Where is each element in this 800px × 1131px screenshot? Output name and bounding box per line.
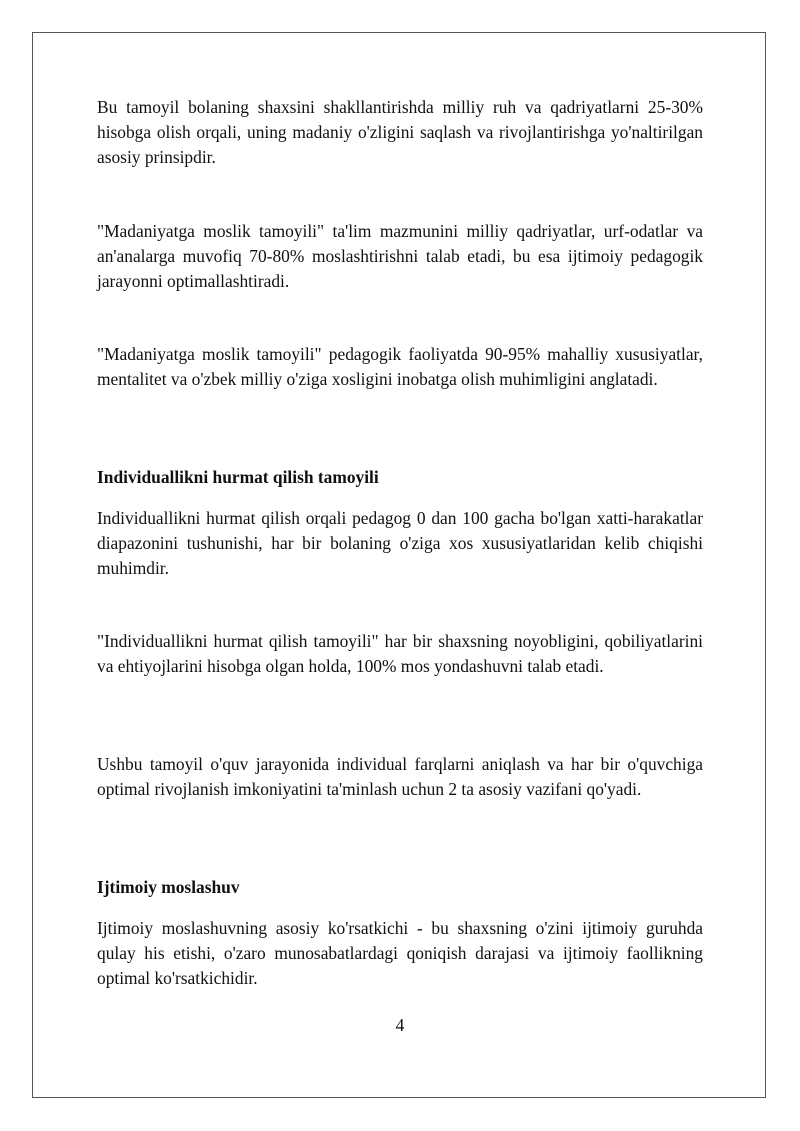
paragraph-6: Ushbu tamoyil o'quv jarayonida individual farqlarni aniqlash va har bir o'quvchiga optimal rivojlanish imkoniyatini ta'minlash uchun 2 ta asosiy vazifani qo'yadi. <box>97 754 703 799</box>
section-heading-individuality: Individuallikni hurmat qilish tamoyili <box>97 467 379 487</box>
paragraph-5: "Individuallikni hurmat qilish tamoyili" har bir shaxsning noyobligini, qobiliyatlarini va ehtiyojlarini hisobga olgan holda, 100% mos yondashuvni talab etadi. <box>97 631 703 676</box>
paragraph-2: "Madaniyatga moslik tamoyili" ta'lim mazmunini milliy qadriyatlar, urf-odatlar va an'analarga muvofiq 70-80% moslashtirishni talab etadi, bu esa ijtimoiy pedagogik jarayonni optimallashtiradi. <box>97 221 703 291</box>
paragraph-3: "Madaniyatga moslik tamoyili" pedagogik faoliyatda 90-95% mahalliy xususiyatlar, mentalitet va o'zbek milliy o'ziga xosligini inobatga olish muhimligini anglatadi. <box>97 344 703 389</box>
page-number: 4 <box>395 1015 405 1035</box>
paragraph-1: Bu tamoyil bolaning shaxsini shakllantirishda milliy ruh va qadriyatlarni 25-30% hisobga olish orqali, uning madaniy o'zligini saqlash va rivojlantirishga yo'naltirilgan asosiy prinsipdir. <box>97 97 703 167</box>
section-heading-social-adaptation: Ijtimoiy moslashuv <box>97 877 240 897</box>
paragraph-4: Individuallikni hurmat qilish orqali pedagog 0 dan 100 gacha bo'lgan xatti-harakatlar diapazonini tushunishi, har bir bolaning o'ziga xos xususiyatlaridan kelib chiqishi muhimdir. <box>97 508 703 578</box>
paragraph-7: Ijtimoiy moslashuvning asosiy ko'rsatkichi - bu shaxsning o'zini ijtimoiy guruhda qulay his etishi, o'zaro munosabatlardagi qoniqish darajasi va ijtimoiy faollikning optimal ko'rsatkichidir. <box>97 918 703 988</box>
